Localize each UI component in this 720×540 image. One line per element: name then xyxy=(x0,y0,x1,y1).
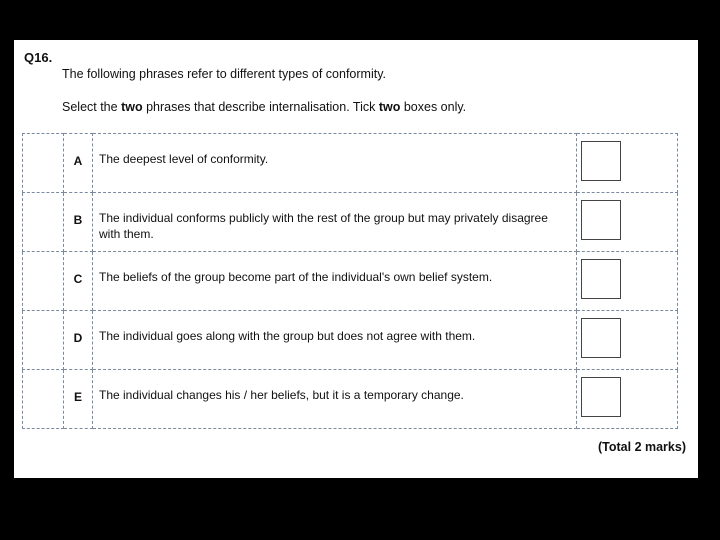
tick-box-c[interactable] xyxy=(581,259,621,299)
row-spacer xyxy=(23,370,64,429)
tick-cell xyxy=(577,370,678,429)
option-row-d xyxy=(23,311,678,370)
exam-sheet xyxy=(14,40,698,478)
instruction-bold2: two xyxy=(378,100,401,114)
options-table xyxy=(22,133,678,429)
tick-box-b[interactable] xyxy=(581,200,621,240)
option-row-c xyxy=(23,252,678,311)
row-spacer xyxy=(23,252,64,311)
instruction-bold1: two xyxy=(121,100,143,114)
option-text: The deepest level of conformity. xyxy=(93,134,577,193)
option-text: The individual changes his / her beliefs, but it is a temporary change. xyxy=(93,370,577,429)
option-text: The individual conforms publicly with the rest of the group but may privately disagree with them. xyxy=(93,193,577,252)
tick-box-d[interactable] xyxy=(581,318,621,358)
question-intro: The following phrases refer to different types of conformity. xyxy=(62,67,386,81)
row-spacer xyxy=(23,311,64,370)
option-row-a xyxy=(23,134,678,193)
option-letter: C xyxy=(64,252,93,311)
tick-cell xyxy=(577,193,678,252)
question-instruction xyxy=(62,100,466,114)
instruction-part1: Select the xyxy=(62,100,122,114)
option-letter: E xyxy=(64,370,93,429)
option-row-e xyxy=(23,370,678,429)
option-text: The beliefs of the group become part of the individual's own belief system. xyxy=(93,252,577,311)
option-letter: D xyxy=(64,311,93,370)
option-letter: A xyxy=(64,134,93,193)
instruction-part3: boxes only. xyxy=(400,100,467,114)
instruction-part2: phrases that describe internalisation. Tick xyxy=(142,100,379,114)
tick-cell xyxy=(577,252,678,311)
row-spacer xyxy=(23,134,64,193)
question-number: Q16. xyxy=(24,50,53,65)
tick-box-a[interactable] xyxy=(581,141,621,181)
tick-cell xyxy=(577,134,678,193)
option-letter: B xyxy=(64,193,93,252)
tick-cell xyxy=(577,311,678,370)
tick-box-e[interactable] xyxy=(581,377,621,417)
total-marks: (Total 2 marks) xyxy=(598,440,686,454)
row-spacer xyxy=(23,193,64,252)
option-text: The individual goes along with the group but does not agree with them. xyxy=(93,311,577,370)
option-row-b xyxy=(23,193,678,252)
